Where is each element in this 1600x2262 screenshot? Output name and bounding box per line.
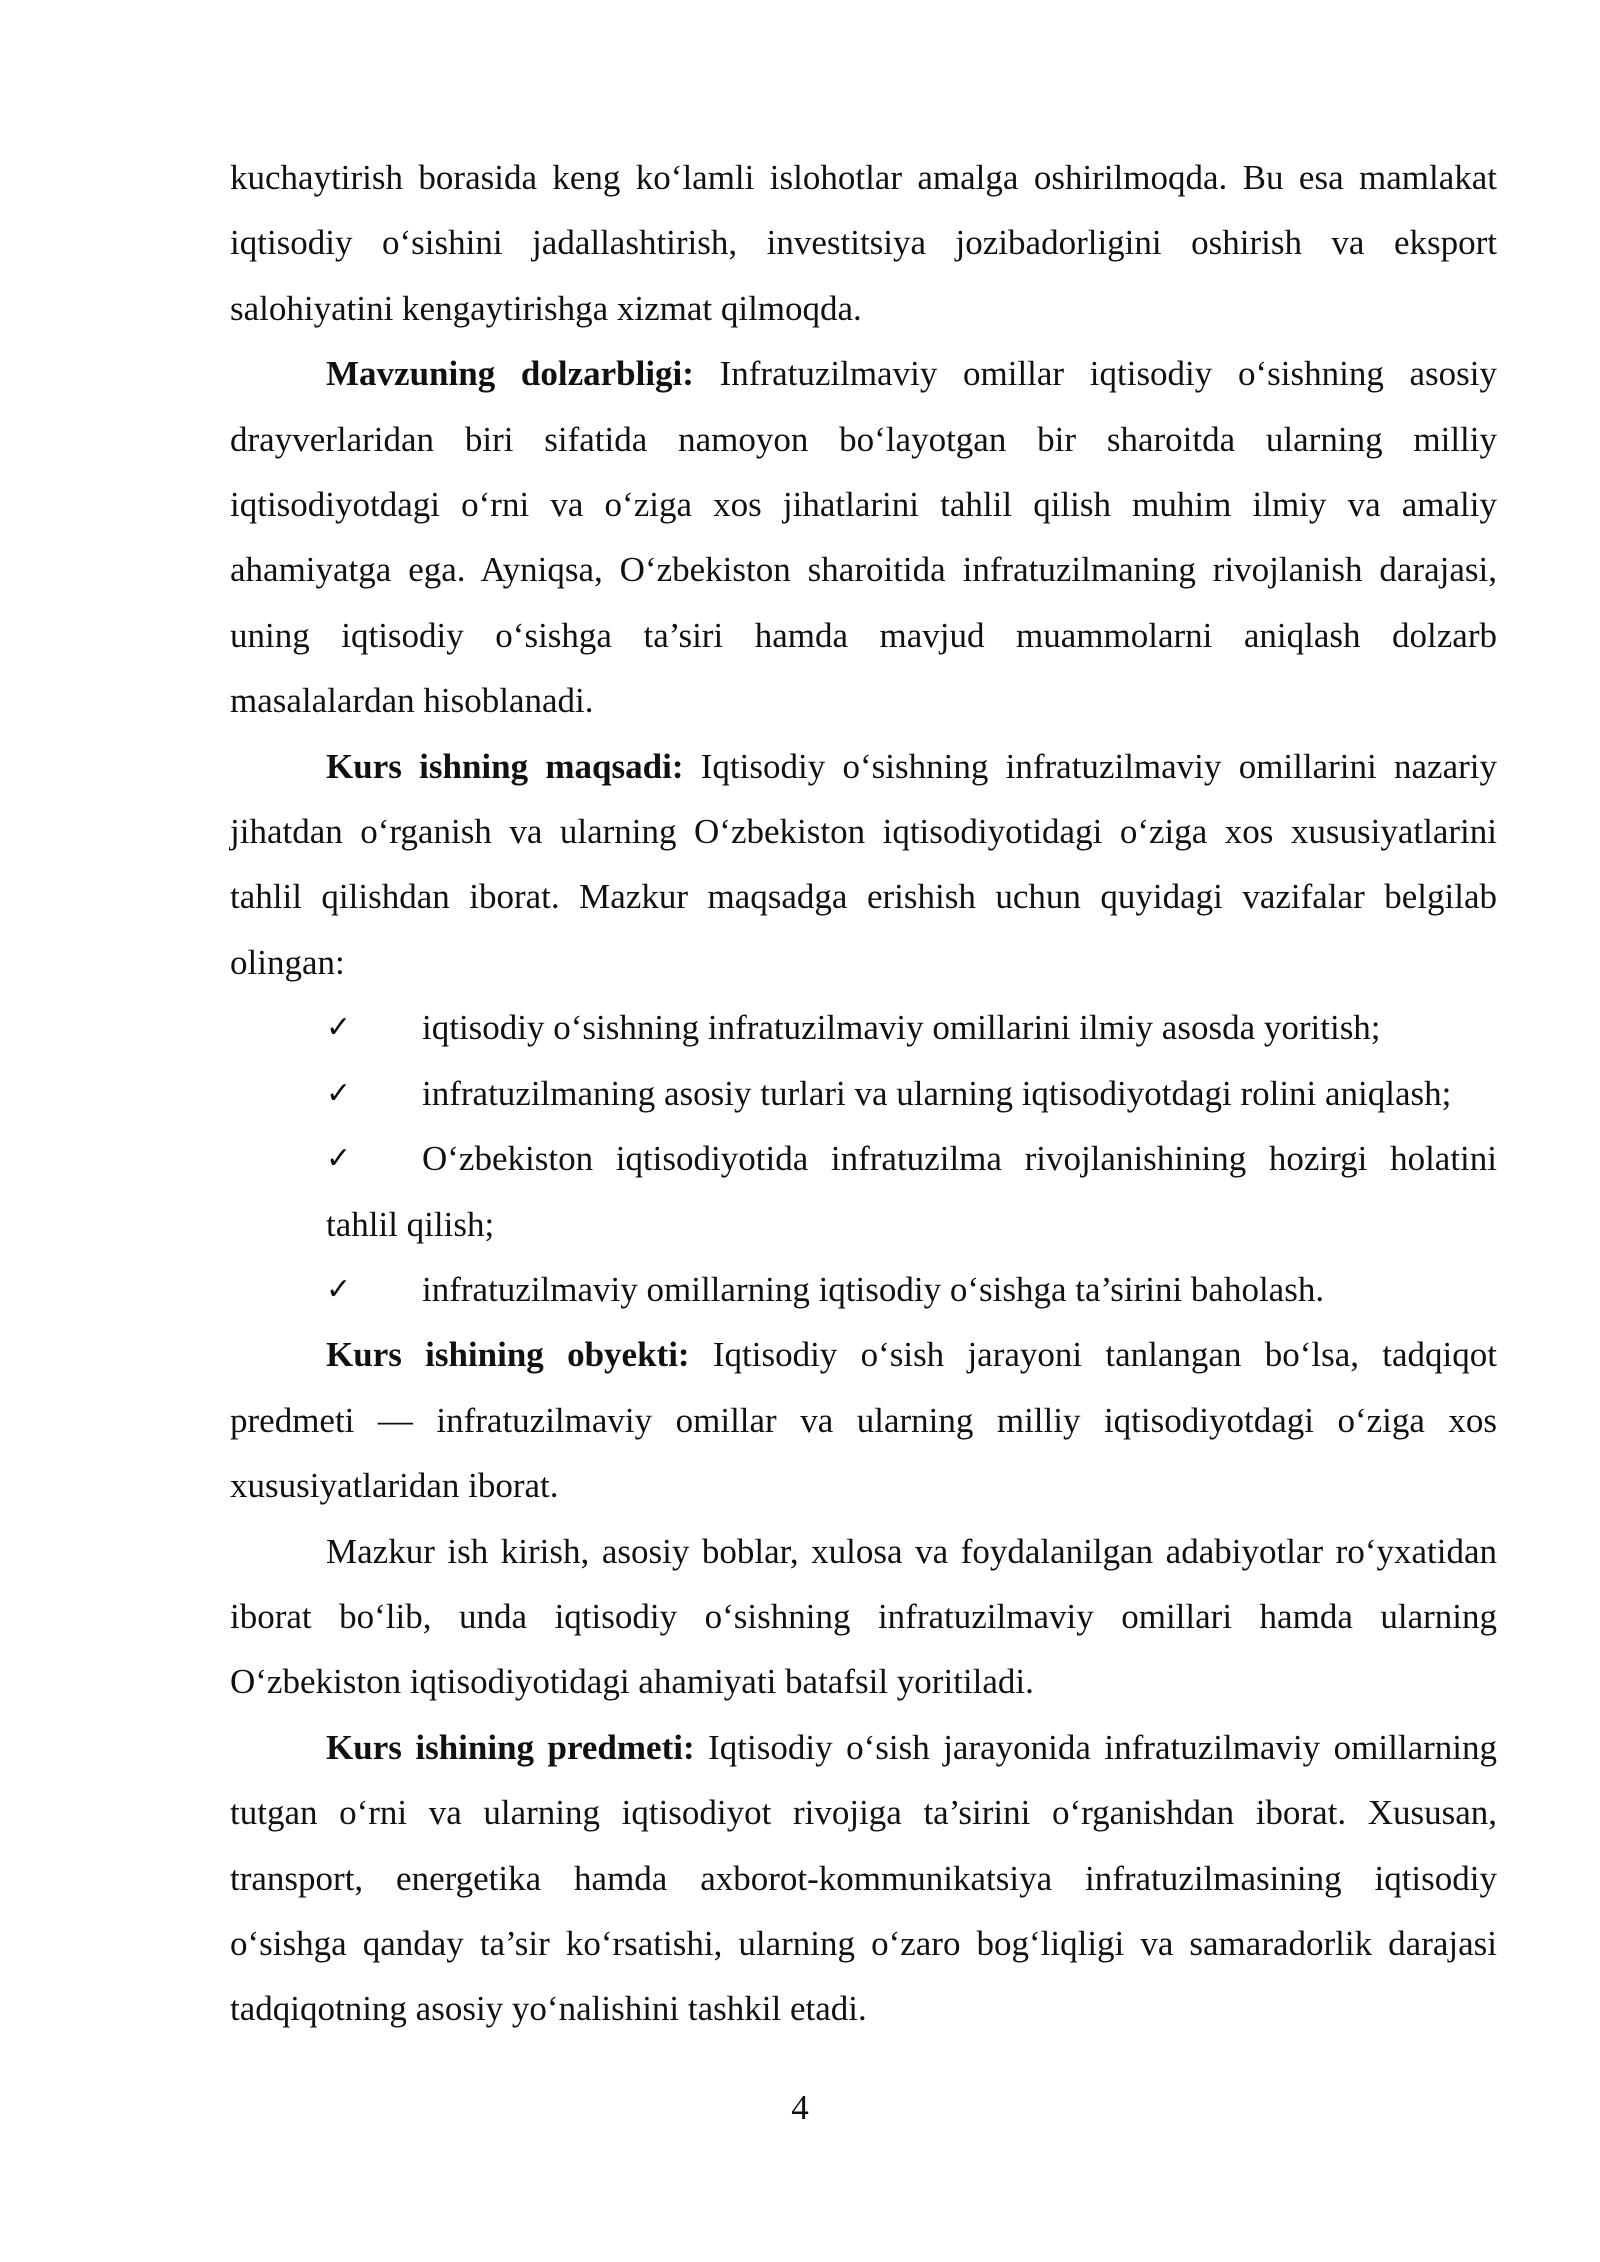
checkmark-icon: ✓ <box>326 1075 352 1111</box>
checkmark-icon: ✓ <box>326 1271 352 1307</box>
task-text: infratuzilmaviy omillarning iqtisodiy o‘sishga ta’sirini baholash. <box>422 1269 1325 1309</box>
paragraph-object <box>230 1322 1497 1518</box>
object-heading: Kurs ishining obyekti: <box>326 1335 690 1375</box>
subject-heading: Kurs ishining predmeti: <box>326 1727 695 1767</box>
relevance-heading: Mavzuning dolzarbligi: <box>326 354 694 394</box>
goal-heading: Kurs ishning maqsadi: <box>326 746 684 786</box>
goal-text: Iqtisodiy o‘sishning infratuzilmaviy omillarini nazariy jihatdan o‘rganish va ularning O‘zbekiston iqtisodiyotidagi o‘ziga xos xususiyatlarini tahlil qilishdan iborat. Mazkur maqsadga erishish uchun quyidagi vazifalar belgilab olingan: <box>230 746 1497 982</box>
list-item <box>326 1257 1497 1322</box>
checkmark-icon: ✓ <box>326 1010 352 1046</box>
paragraph-intro-continuation: kuchaytirish borasida keng ko‘lamli islohotlar amalga oshirilmoqda. Bu esa mamlakat iqtisodiy o‘sishini jadallashtirish, investitsiya jozibadorligini oshirish va eksport salohiyatini kengaytirishga xizmat qilmoqda. <box>230 158 1497 328</box>
subject-text: Iqtisodiy o‘sish jarayonida infratuzilmaviy omillarning tutgan o‘rni va ularning iqtisodiyot rivojiga ta’sirini o‘rganishdan iborat. Xususan, transport, energetika hamda axborot-kommunikatsiya infratuzilmasining iqtisodiy o‘sishga qanday ta’sir ko‘rsatishi, ularning o‘zaro bog‘liqligi va samaradorlik darajasi tadqiqotning asosiy yo‘nalishini tashkil etadi. <box>230 1727 1497 2029</box>
task-text: iqtisodiy o‘sishning infratuzilmaviy omillarini ilmiy asosda yoritish; <box>422 1008 1381 1048</box>
checkmark-icon: ✓ <box>326 1141 352 1177</box>
task-text: infratuzilmaning asosiy turlari va ularning iqtisodiyotdagi rolini aniqlash; <box>422 1073 1452 1113</box>
task-text: O‘zbekiston iqtisodiyotida infratuzilma rivojlanishining hozirgi holatini tahlil qilish; <box>326 1139 1497 1244</box>
paragraph-structure: Mazkur ish kirish, asosiy boblar, xulosa va foydalanilgan adabiyotlar ro‘yxatidan iborat bo‘lib, unda iqtisodiy o‘sishning infratuzilmaviy omillari hamda ularning O‘zbekiston iqtisodiyotidagi ahamiyati batafsil yoritiladi. <box>230 1531 1497 1702</box>
list-item <box>326 1061 1497 1126</box>
list-item <box>326 1126 1497 1257</box>
tasks-list <box>230 995 1497 1322</box>
list-item <box>326 995 1497 1060</box>
paragraph-subject <box>230 1715 1497 2042</box>
page-number: 4 <box>791 2088 809 2127</box>
relevance-text: Infratuzilmaviy omillar iqtisodiy o‘sishning asosiy drayverlaridan biri sifatida namoyon bo‘layotgan bir sharoitda ularning milliy iqtisodiyotdagi o‘rni va o‘ziga xos jihatlarini tahlil qilish muhim ilmiy va amaliy ahamiyatga ega. Ayniqsa, O‘zbekiston sharoitida infratuzilmaning rivojlanish darajasi, uning iqtisodiy o‘sishga ta’siri hamda mavjud muammolarni aniqlash dolzarb masalalardan hisoblanadi. <box>230 354 1498 721</box>
page-body <box>230 145 1497 2042</box>
paragraph-relevance <box>230 341 1497 733</box>
paragraph-goal <box>230 734 1497 996</box>
object-text: Iqtisodiy o‘sish jarayoni tanlangan bo‘lsa, tadqiqot predmeti — infratuzilmaviy omillar va ularning milliy iqtisodiyotdagi o‘ziga xos xususiyatlaridan iborat. <box>230 1335 1497 1506</box>
